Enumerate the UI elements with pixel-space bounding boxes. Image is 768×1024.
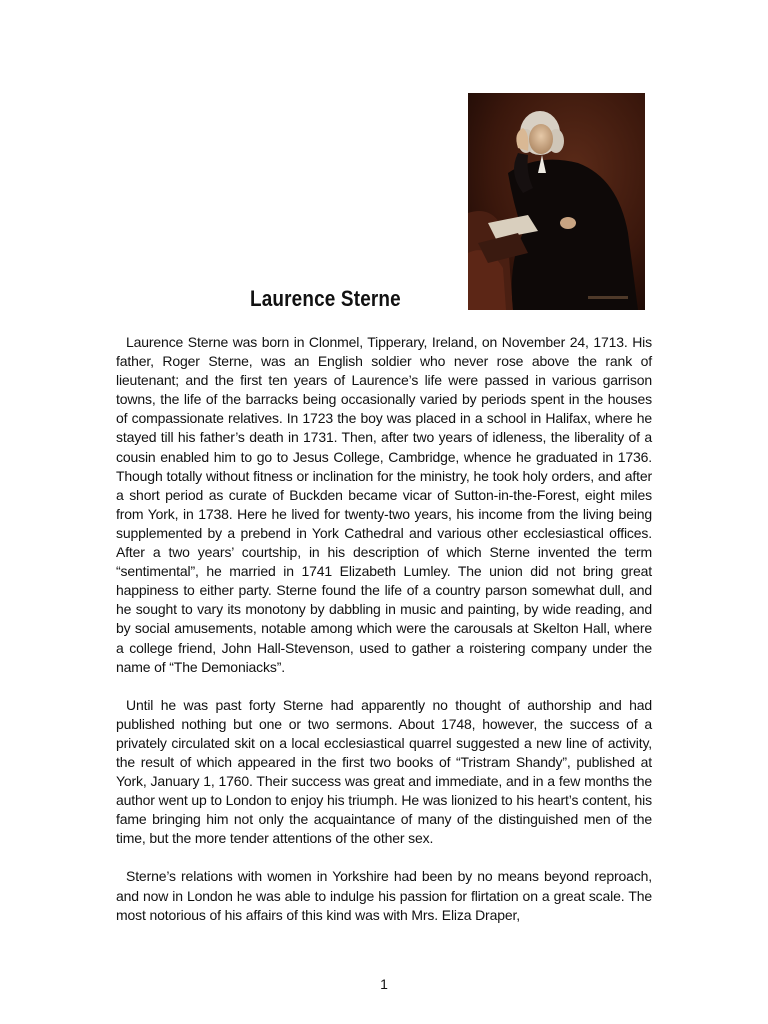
paragraph: Laurence Sterne was born in Clonmel, Tipperary, Ireland, on November 24, 1713. His father, Roger Sterne, was an English soldier who never rose above the rank of lieutenant; and the first ten years of Laurence’s life were passed in various garrison towns, the life of the barracks being occasionally varied by periods spent in the houses of compassionate relatives. In 1723 the boy was placed in a school in Halifax, where he stayed till his father’s death in 1731. Then, after two years of idleness, the liberality of a cousin enabled him to go to Jesus College, Cambridge, whence he graduated in 1736. Though totally without fitness or inclination for the ministry, he took holy orders, and after a short period as curate of Buckden became vicar of Sutton-in-the-Forest, eight miles from York, in 1738. Here he lived for twenty-two years, his income from the living being supplemented by a prebend in York Cathedral and various other ecclesiastical offices. After a two years’ courtship, in his description of which Sterne invented the term “sentimental”, he married in 1741 Elizabeth Lumley. The union did not bring great happiness to either party. Sterne found the life of a country parson somewhat dull, and he sought to vary its monotony by dabbling in music and painting, by wide reading, and by social amusements, notable among which were the carousals at Skelton Hall, where a college friend, John Hall-Stevenson, used to gather a roistering company under the name of “The Demoniacks”. <box>116 334 652 675</box>
portrait-of-laurence-sterne-icon <box>468 93 645 310</box>
page-title: Laurence Sterne <box>250 286 401 311</box>
paragraph: Sterne’s relations with women in Yorkshire had been by no means beyond reproach, and now in London he was able to indulge his passion for flirtation on a great scale. The most notorious of his affairs of this kind was with Mrs. Eliza Draper, <box>116 868 652 923</box>
paragraph: Until he was past forty Sterne had apparently no thought of authorship and had published nothing but one or two sermons. About 1748, however, the success of a privately circulated skit on a local ecclesiastical quarrel suggested a new line of activity, the result of which appeared in the first two books of “Tristram Shandy”, published at York, January 1, 1760. Their success was great and immediate, and in a few months the author went up to London to enjoy his triumph. He was lionized to his heart’s content, his fame bringing him not only the acquaintance of many of the distinguished men of the time, but the more tender attentions of the other sex. <box>116 696 652 847</box>
portrait-image <box>468 93 645 310</box>
article-body <box>116 333 652 944</box>
page-number: 1 <box>380 976 388 992</box>
